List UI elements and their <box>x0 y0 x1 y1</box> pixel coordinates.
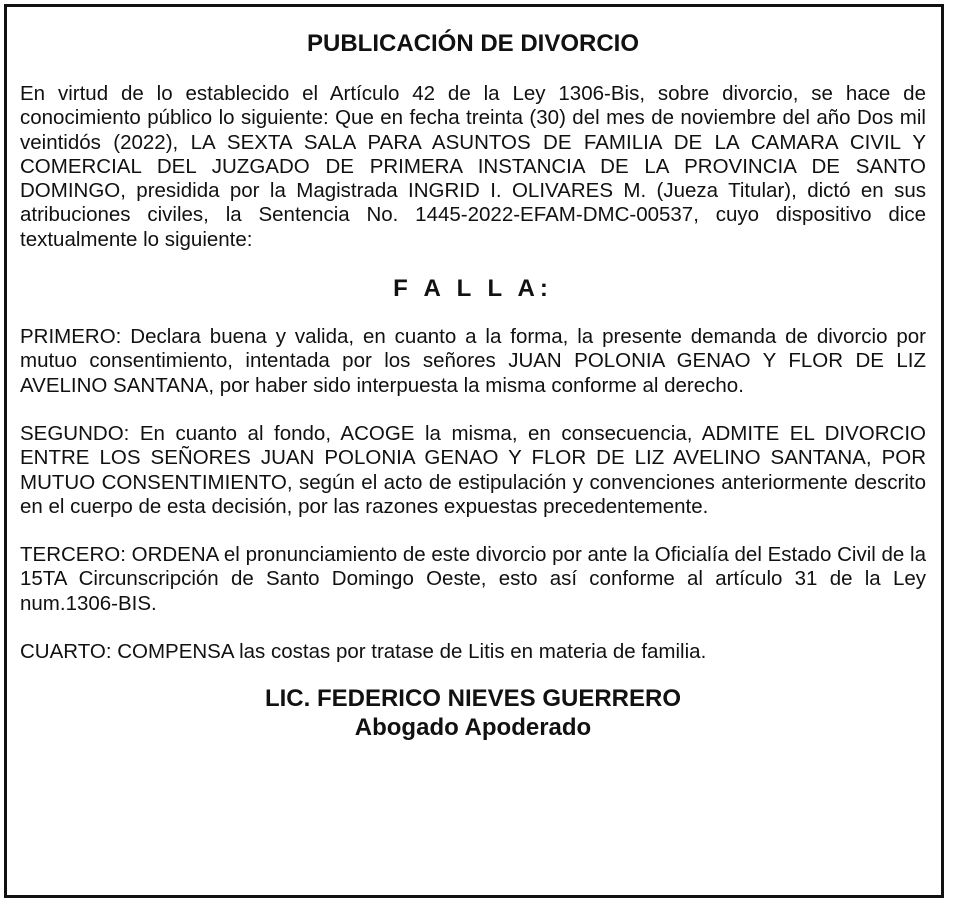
segundo-paragraph: SEGUNDO: En cuanto al fondo, ACOGE la misma, en consecuencia, ADMITE EL DIVORCIO ENTRE LOS SEÑORES JUAN POLONIA GENAO Y FLOR DE LIZ AVELINO SANTANA, POR MUTUO CONSENTIMIENTO, según el acto de estipulación y convenciones anteriormente descrito en el cuerpo de esta decisión, por las razones expuestas precedentemente. <box>20 421 926 518</box>
intro-paragraph: En virtud de lo establecido el Artículo 42 de la Ley 1306-Bis, sobre divorcio, se hace de conocimiento público lo siguiente: Que en fecha treinta (30) del mes de noviembre del año Dos mil veintidós (2022), LA SEXTA SALA PARA ASUNTOS DE FAMILIA DE LA CAMARA CIVIL Y COMERCIAL DEL JUZGADO DE PRIMERA INSTANCIA DE LA PROVINCIA DE SANTO DOMINGO, presidida por la Magistrada INGRID I. OLIVARES M. (Jueza Titular), dictó en sus atribuciones civiles, la Sentencia No. 1445-2022-EFAM-DMC-00537, cuyo dispositivo dice textualmente lo siguiente: <box>20 82 926 251</box>
notice-content <box>20 30 926 742</box>
signature-block <box>20 684 926 742</box>
signature-name: LIC. FEDERICO NIEVES GUERRERO <box>264 685 682 713</box>
notice-title: PUBLICACIÓN DE DIVORCIO <box>306 30 639 57</box>
falla-heading: F A L L A: <box>393 275 553 303</box>
tercero-paragraph: TERCERO: ORDENA el pronunciamiento de este divorcio por ante la Oficialía del Estado Civil de la 15TA Circunscripción de Santo Domingo Oeste, esto así conforme al artículo 31 de la Ley num.1306-BIS. <box>20 543 926 615</box>
primero-paragraph: PRIMERO: Declara buena y valida, en cuanto a la forma, la presente demanda de divorcio por mutuo consentimiento, intentada por los señores JUAN POLONIA GENAO Y FLOR DE LIZ AVELINO SANTANA, por haber sido interpuesta la misma conforme al derecho. <box>20 325 926 397</box>
signature-role: Abogado Apoderado <box>354 714 592 742</box>
cuarto-paragraph: CUARTO: COMPENSA las costas por tratase de Litis en materia de familia. <box>20 640 707 664</box>
